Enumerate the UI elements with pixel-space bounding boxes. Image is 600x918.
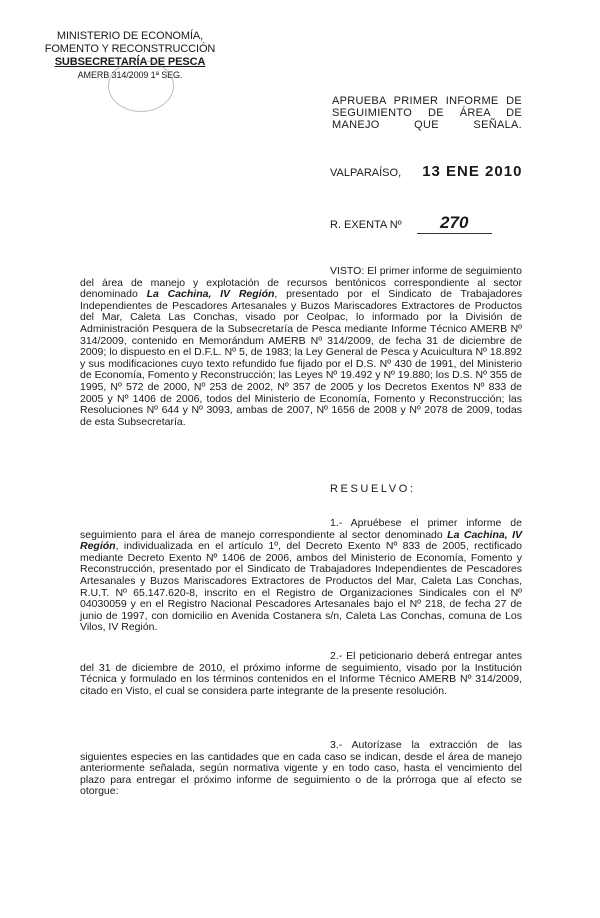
ministry-line-2: FOMENTO Y RECONSTRUCCIÓN (44, 43, 216, 55)
resuelvo-heading: RESUELVO: (330, 483, 416, 495)
resolution-number: 270 (417, 213, 492, 234)
date-line (330, 163, 522, 180)
resolution-number-line (330, 213, 492, 234)
reference-code: AMERB 314/2009 1ª SEG. (77, 70, 183, 80)
official-seal (108, 60, 174, 112)
article-3-text: siguientes especies en las cantidades que en cada caso se indican, desde el área de manejo anteriormente señalada, según normativa vigente y en todo caso, hasta el vencimiento del plazo para entregar el próximo informe de seguimiento o de la prórroga que al efecto se otorgue: (80, 750, 522, 798)
article-2-lead: 2.- El peticionario deberá entregar antes (330, 650, 522, 662)
resolution-label: R. EXENTA Nº (330, 219, 402, 231)
visto-text-b: , presentado por el Sindicato de Trabajadores Independientes de Pescadores Artesanales y Buzos Mariscadores Extractores de Productos del Mar, Caleta Las Conchas, visado por Ceolpac, lo informado por la División de Administración Pesquera de la Subsecretaría de Pesca mediante Informe Técnico AMERB Nº 314/2009, contenido en Memorándum AMERB Nº 314/2009, de fecha 31 de diciembre de 2009; lo dispuesto en el D.F.L. Nº 5, de 1983; la Ley General de Pesca y Acuicultura Nº 18.892 y sus modificaciones cuyo texto refundido fue fijado por el D.S. Nº 430 de 1991, del Ministerio de Economía, Fomento y Reconstrucción; las Leyes Nº 19.492 y Nº 19.880; los D.S. Nº 355 de 1995, Nº 572 de 2000, Nº 253 de 2002, Nº 357 de 2005 y los Decretos Exentos Nº 833 de 2005 y Nº 1406 de 2006, todos del Ministerio de Economía, Fomento y Reconstrucción; las Resoluciones Nº 644 y Nº 3093, ambas de 2007, Nº 1656 de 2008 y Nº 2078 de 2009, todas de esta Subsecretaría. (80, 288, 522, 428)
visto-lead: VISTO: (330, 265, 365, 277)
document-title: APRUEBA PRIMER INFORME DE SEGUIMIENTO DE ÁREA DE MANEJO QUE SEÑALA. (332, 95, 522, 131)
subsecretaria-line: SUBSECRETARÍA DE PESCA (54, 56, 206, 68)
article-2-text: del 31 de diciembre de 2010, el próximo informe de seguimiento, visado por la Institución Técnica y formulado en los términos contenidos en el Informe Técnico AMERB Nº 314/2009, citado en Visto, el cual se considera parte integrante de la presente resolución. (80, 661, 522, 697)
article-1-lead: 1.- Apruébese el primer informe de seguimiento para el área de manejo correspondiente al sector denominado (80, 517, 522, 541)
article-2 (80, 651, 522, 697)
date-stamp: 13 ENE 2010 (422, 163, 523, 180)
visto-text-a: El primer informe de seguimiento del área de manejo y explotación de recursos bentónicos correspondiente al sector denominado (80, 265, 522, 301)
article-3 (80, 740, 522, 798)
article-1-text: , individualizada en el artículo 1º, del Decreto Exento Nº 833 de 2005, rectificado mediante Decreto Exento Nº 1406 de 2006, ambos del Ministerio de Economía, Fomento y Reconstrucción, presentado por el Sindicato de Trabajadores Independientes de Pescadores Artesanales y Buzos Mariscadores Extractores de Productos del Mar, Caleta Las Conchas, R.U.T. Nº 65.147.620-8, inscrito en el Registro de Organizaciones Sindicales con el Nº 04030059 y en el Registro Nacional Pescadores Artesanales bajo el Nº 218, de fecha 27 de junio de 1997, con domicilio en Avenida Costanera s/n, Caleta Las Conchas, comuna de Los Vilos, IV Región. (80, 540, 522, 634)
visto-sector: La Cachina, IV Región (146, 288, 275, 301)
visto-paragraph (80, 266, 522, 428)
ministry-line-1: MINISTERIO DE ECONOMÍA, (56, 30, 204, 42)
article-3-lead: 3.- Autorízase la extracción de las (330, 739, 522, 751)
date-place: VALPARAÍSO, (330, 167, 402, 179)
article-1 (80, 518, 522, 634)
article-1-sector: La Cachina, IV Región (80, 528, 522, 553)
